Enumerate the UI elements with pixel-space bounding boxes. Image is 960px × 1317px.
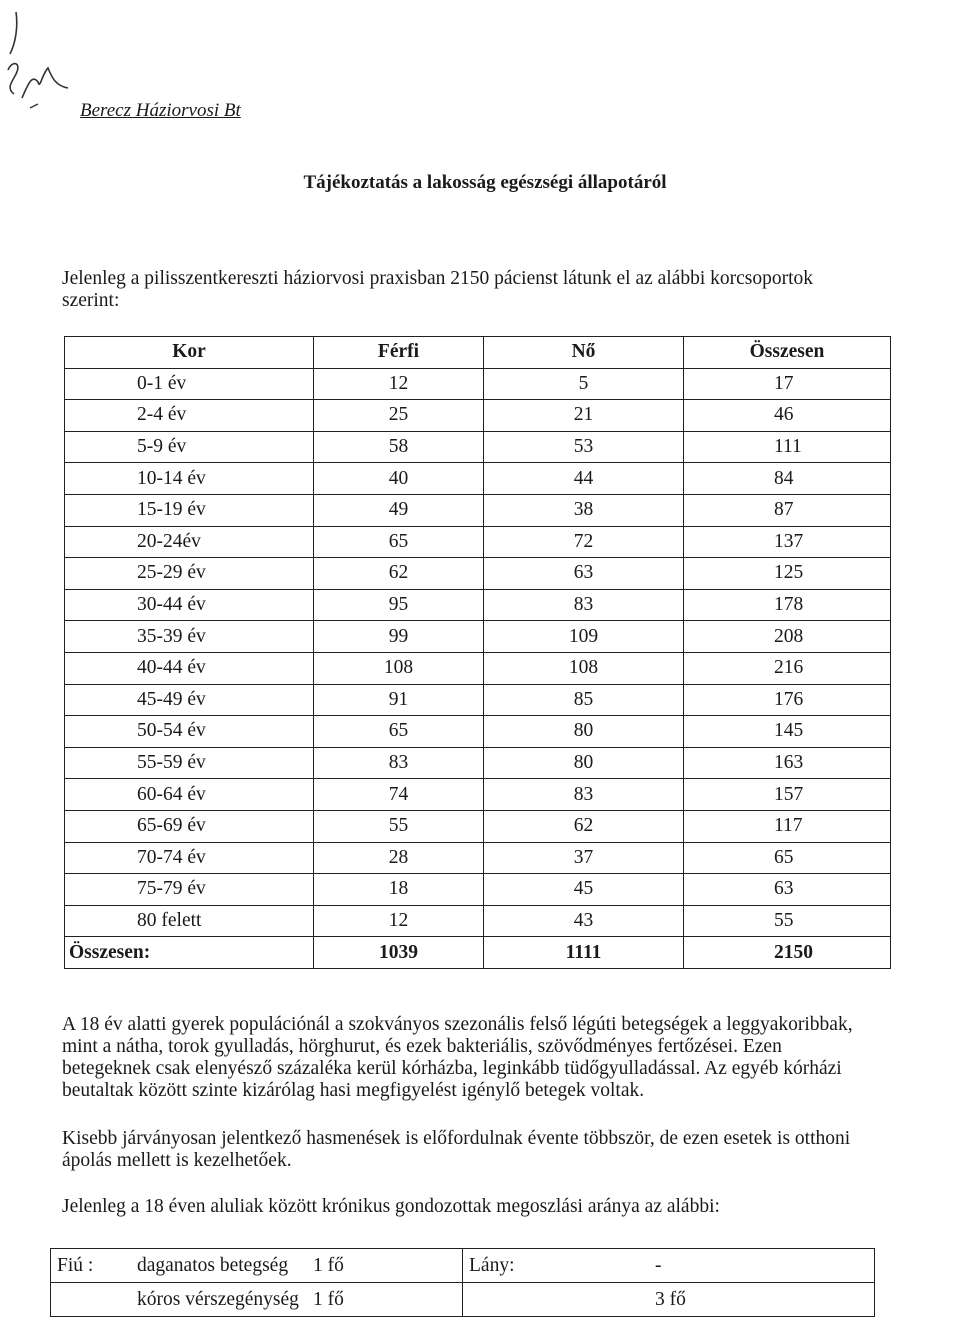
cell-total: 137 [684, 526, 891, 558]
table-row [65, 589, 891, 621]
cell-male: 55 [314, 810, 484, 842]
cell-age: 45-49 év [65, 684, 314, 716]
cell-total: 163 [684, 747, 891, 779]
boy-count-2: 1 fő [313, 1288, 344, 1310]
cell-total: 216 [684, 652, 891, 684]
cell-male: 18 [314, 874, 484, 906]
cell-total: 63 [684, 874, 891, 906]
cell-age: 25-29 év [65, 558, 314, 590]
cell-male: 40 [314, 463, 484, 495]
paragraph-diarrhea: Kisebb járványosan jelentkező hasmenések is előfordulnak évente többször, de ezen esetek is otthoni ápolás mellett is kezelhetőek. [62, 1128, 851, 1171]
table-total-row [65, 937, 891, 969]
cell-total: 111 [684, 431, 891, 463]
table-row [65, 621, 891, 653]
cell-age: 10-14 év [65, 463, 314, 495]
cell-total: 157 [684, 779, 891, 811]
cell-total: 65 [684, 842, 891, 874]
table-row [65, 558, 891, 590]
cell-age: 35-39 év [65, 621, 314, 653]
table-row [65, 842, 891, 874]
header-age: Kor [65, 337, 314, 369]
document-title: Tájékoztatás a lakosság egészségi állapotáról [303, 172, 667, 193]
cell-total: 17 [684, 368, 891, 400]
table-row [65, 400, 891, 432]
cell-age: 40-44 év [65, 652, 314, 684]
girl-label: Lány: [469, 1254, 515, 1276]
cell-male: 108 [314, 652, 484, 684]
cell-male: 65 [314, 526, 484, 558]
cell-male: 28 [314, 842, 484, 874]
cell-female: 37 [484, 842, 684, 874]
cell-female: 109 [484, 621, 684, 653]
cell-total: 178 [684, 589, 891, 621]
cell-male: 12 [314, 368, 484, 400]
chronic-row-1 [51, 1249, 875, 1283]
table-row [65, 463, 891, 495]
cell-age: 15-19 év [65, 494, 314, 526]
table-row [65, 494, 891, 526]
cell-female: 80 [484, 716, 684, 748]
cell-female: 5 [484, 368, 684, 400]
cell-age: 80 felett [65, 905, 314, 937]
cell-female: 53 [484, 431, 684, 463]
cell-total: 46 [684, 400, 891, 432]
cell-age: 2-4 év [65, 400, 314, 432]
age-group-table [64, 336, 891, 969]
cell-female: 80 [484, 747, 684, 779]
cell-male: 99 [314, 621, 484, 653]
cell-female: 72 [484, 526, 684, 558]
cell-age: 0-1 év [65, 368, 314, 400]
header-female: Nő [484, 337, 684, 369]
cell-total: 84 [684, 463, 891, 495]
cell-age: 30-44 év [65, 589, 314, 621]
cell-male: 65 [314, 716, 484, 748]
intro-paragraph: Jelenleg a pilisszentkereszti háziorvosi praxisban 2150 pácienst látunk el az alábbi korcsoportok szerint: [62, 268, 814, 311]
table-row [65, 526, 891, 558]
cell-age: 70-74 év [65, 842, 314, 874]
paragraph-respiratory: A 18 év alatti gyerek populációnál a szokványos szezonális felső légúti betegségek a leggyakoribbak, mint a nátha, torok gyulladás, hörghurut, és ezek bakteriális, szövődményes fertőzései. Ezen betegeknek csak elenyésző százaléka kerül kórházba, leginkább tüdőgyulladással. Az egyéb kórházi beutaltak között szinte kizárólag hasi megfigyelést igénylő betegek voltak. [62, 1014, 853, 1101]
cell-female: 44 [484, 463, 684, 495]
cell-total: 145 [684, 716, 891, 748]
cell-age: 65-69 év [65, 810, 314, 842]
table-row [65, 368, 891, 400]
girl-value: - [655, 1254, 662, 1276]
cell-age: 55-59 év [65, 747, 314, 779]
cell-female: 63 [484, 558, 684, 590]
cell-female: 108 [484, 652, 684, 684]
cell-male: 74 [314, 779, 484, 811]
girl-cell-1 [463, 1249, 875, 1283]
cell-female: 21 [484, 400, 684, 432]
cell-female: 85 [484, 684, 684, 716]
cell-male: 95 [314, 589, 484, 621]
table-row [65, 905, 891, 937]
boy-label: Fiú : [57, 1254, 94, 1276]
boy-count-1: 1 fő [313, 1254, 344, 1276]
table-row [65, 779, 891, 811]
header-male: Férfi [314, 337, 484, 369]
table-row [65, 747, 891, 779]
cell-male: 83 [314, 747, 484, 779]
cell-female: 83 [484, 589, 684, 621]
cell-age: 75-79 év [65, 874, 314, 906]
cell-total: 125 [684, 558, 891, 590]
cell-male: 91 [314, 684, 484, 716]
girl-total: 3 fő [655, 1288, 686, 1310]
total-age: Összesen: [65, 937, 314, 969]
cell-total: 87 [684, 494, 891, 526]
table-row [65, 431, 891, 463]
boy-cell-1 [51, 1249, 463, 1283]
cell-female: 45 [484, 874, 684, 906]
cell-total: 208 [684, 621, 891, 653]
cell-female: 83 [484, 779, 684, 811]
paragraph-chronic-intro: Jelenleg a 18 éven aluliak között krónikus gondozottak megoszlási aránya az alábbi: [62, 1196, 720, 1217]
cell-female: 38 [484, 494, 684, 526]
girl-cell-2 [463, 1283, 875, 1317]
boy-condition-1: daganatos betegség [137, 1254, 289, 1276]
cell-total: 117 [684, 810, 891, 842]
cell-female: 62 [484, 810, 684, 842]
table-row [65, 684, 891, 716]
table-row [65, 716, 891, 748]
total-male: 1039 [314, 937, 484, 969]
cell-total: 176 [684, 684, 891, 716]
company-name: Berecz Háziorvosi Bt [80, 100, 241, 121]
total-female: 1111 [484, 937, 684, 969]
chronic-row-2 [51, 1283, 875, 1317]
cell-male: 62 [314, 558, 484, 590]
cell-male: 58 [314, 431, 484, 463]
header-total: Összesen [684, 337, 891, 369]
cell-age: 50-54 év [65, 716, 314, 748]
cell-total: 55 [684, 905, 891, 937]
cell-female: 43 [484, 905, 684, 937]
chronic-care-table [50, 1248, 875, 1317]
cell-age: 5-9 év [65, 431, 314, 463]
cell-age: 60-64 év [65, 779, 314, 811]
cell-male: 12 [314, 905, 484, 937]
table-header-row [65, 337, 891, 369]
boy-condition-2: kóros vérszegénység [137, 1288, 299, 1310]
total-total: 2150 [684, 937, 891, 969]
table-row [65, 874, 891, 906]
cell-male: 49 [314, 494, 484, 526]
table-row [65, 810, 891, 842]
cell-age: 20-24év [65, 526, 314, 558]
boy-cell-2 [51, 1283, 463, 1317]
cell-male: 25 [314, 400, 484, 432]
table-row [65, 652, 891, 684]
